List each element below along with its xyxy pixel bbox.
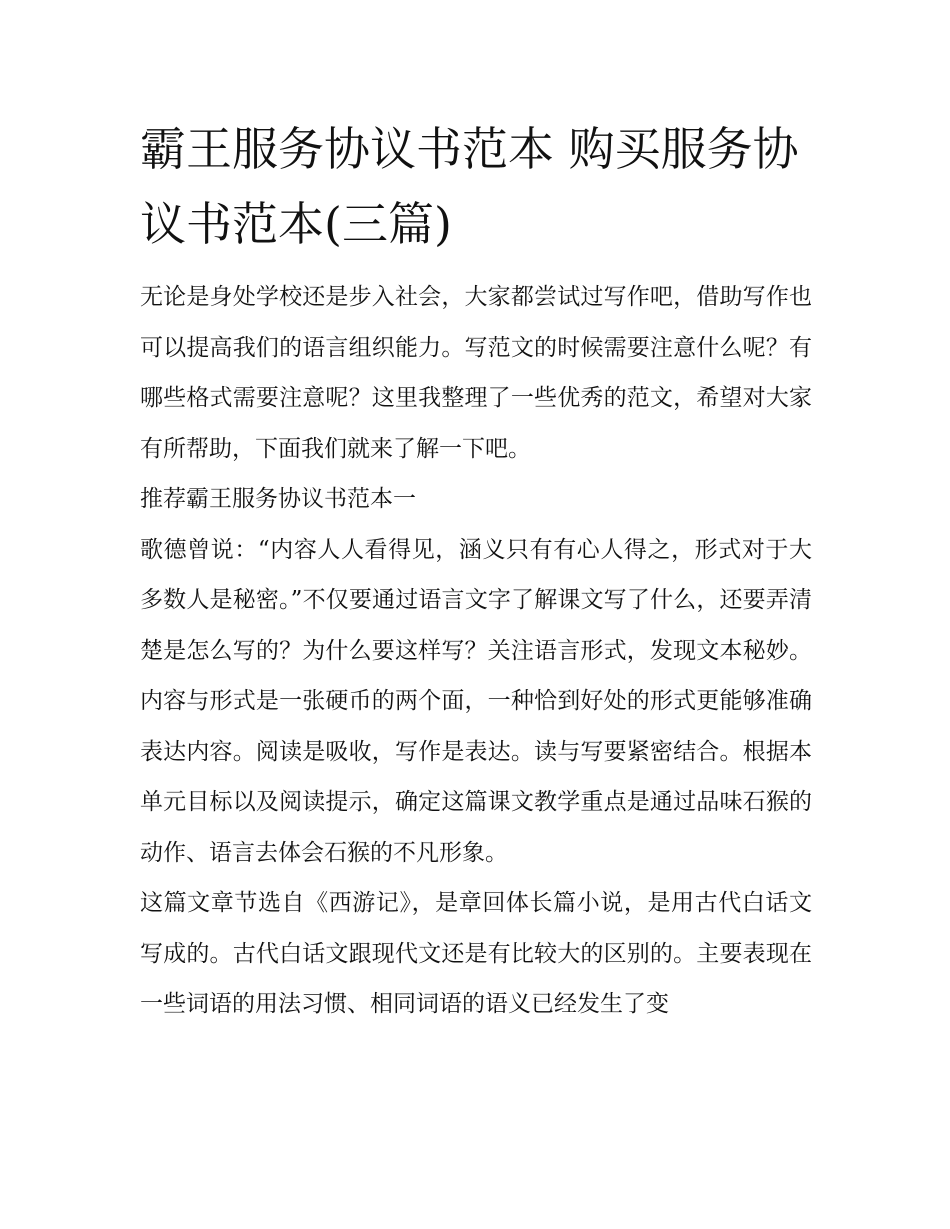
body-paragraph-1: 歌德曾说：“内容人人看得见，涵义只有有心人得之，形式对于大多数人是秘密。”不仅要通过语言文字了解课文写了什么，还要弄清楚是怎么写的？为什么要这样写？关注语言形式，发现文本秘妙。内容与形式是一张硬币的两个面，一种恰到好处的形式更能够准确表达内容。阅读是吸收，写作是表达。读与写要紧密结合。根据本单元目标以及阅读提示，确定这篇课文教学重点是通过品味石猴的动作、语言去体会石猴的不凡形象。	[140, 536, 812, 866]
section-heading: 推荐霸王服务协议书范本一	[140, 486, 416, 512]
document-title: 霸王服务协议书范本 购买服务协议书范本(三篇)	[140, 122, 799, 251]
intro-paragraph: 无论是身处学校还是步入社会，大家都尝试过写作吧，借助写作也可以提高我们的语言组织能力。写范文的时候需要注意什么呢？有哪些格式需要注意呢？这里我整理了一些优秀的范文，希望对大家有所帮助，下面我们就来了解一下吧。	[140, 284, 812, 462]
body-paragraph-2: 这篇文章节选自《西游记》，是章回体长篇小说，是用古代白话文写成的。古代白话文跟现代文还是有比较大的区别的。主要表现在一些词语的用法习惯、相同词语的语义已经发生了变	[140, 890, 812, 1017]
document-page	[140, 112, 812, 1030]
